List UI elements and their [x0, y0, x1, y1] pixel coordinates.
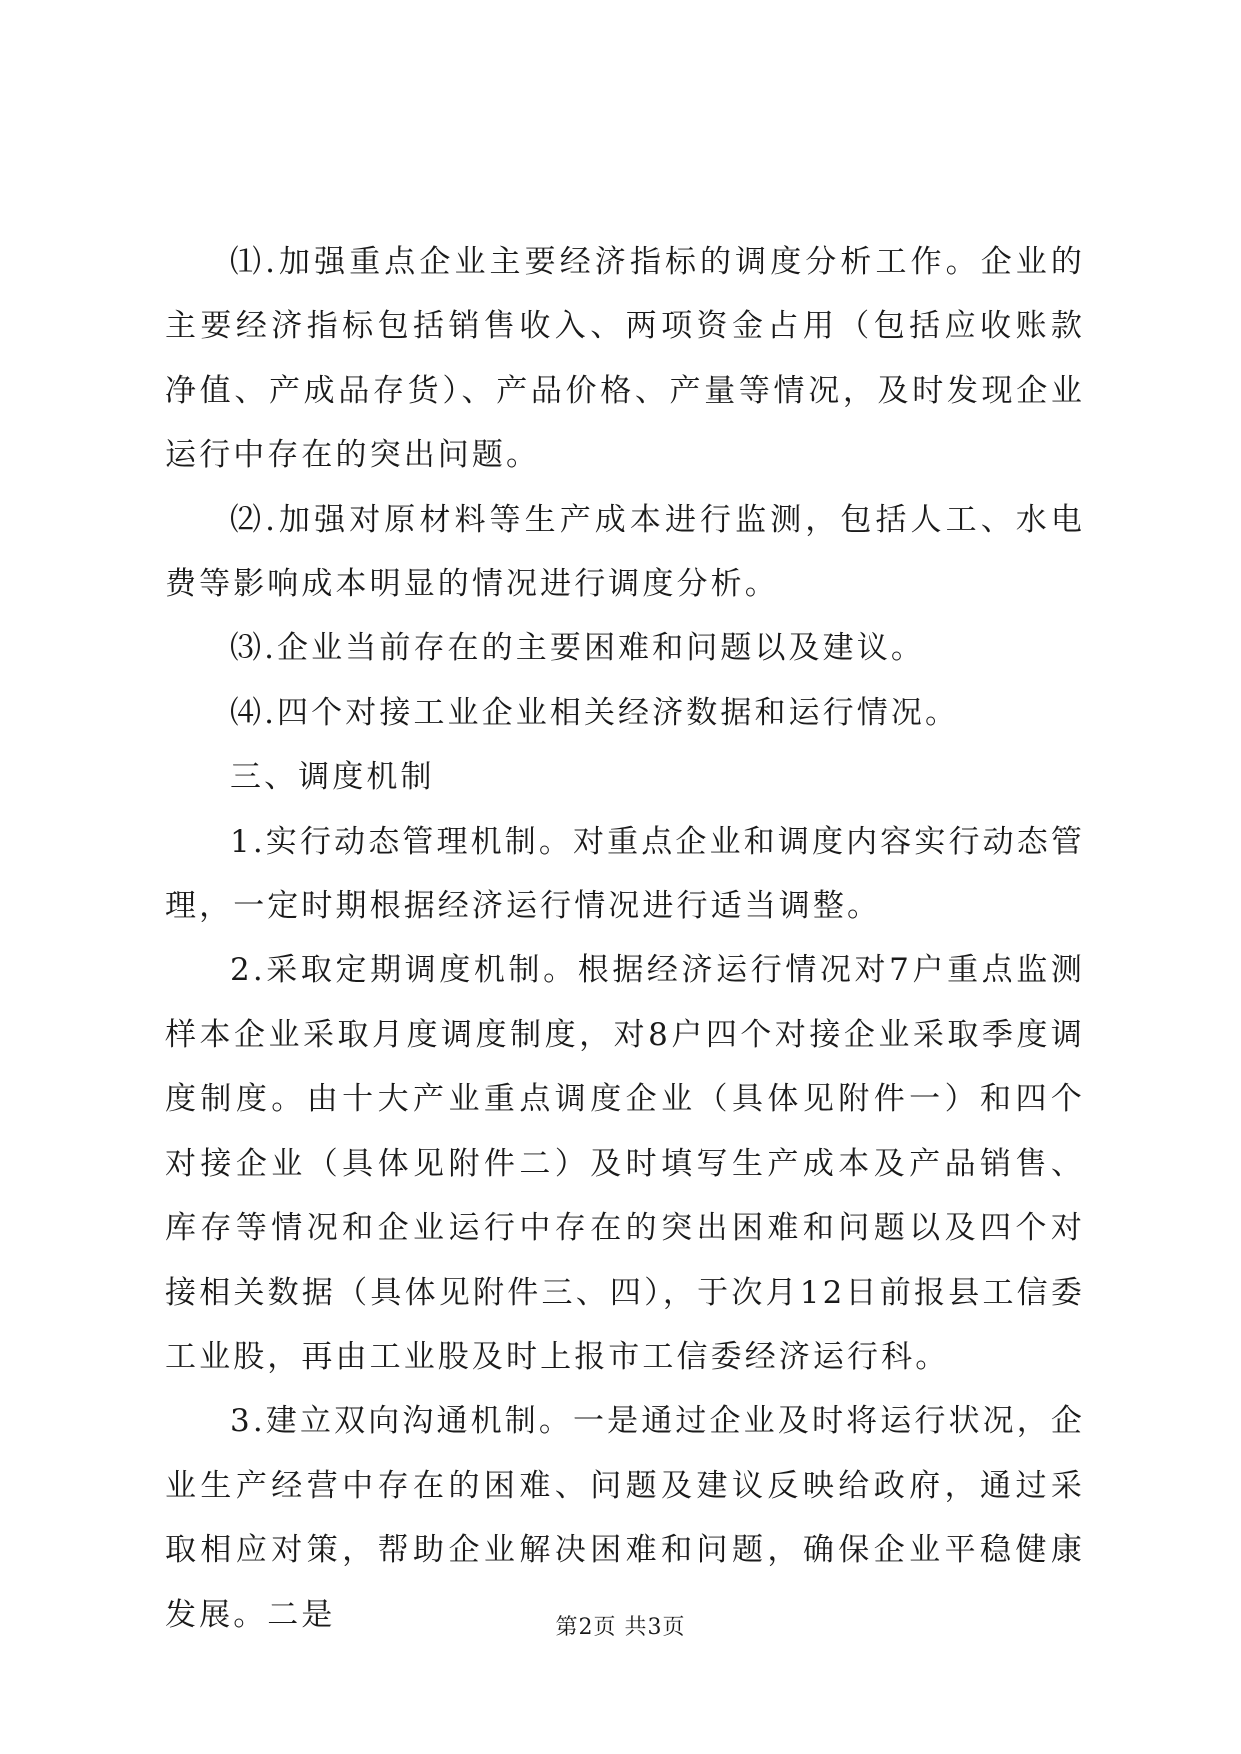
- paragraph-3: ⑶.企业当前存在的主要困难和问题以及建议。: [230, 630, 925, 667]
- paragraph-5: 1.实行动态管理机制。对重点企业和调度内容实行动态管理，一定时期根据经济运行情况进行适当调整。: [165, 823, 1085, 925]
- document-body: [165, 230, 1085, 1647]
- paragraph-1: ⑴.加强重点企业主要经济指标的调度分析工作。企业的主要经济指标包括销售收入、两项资金占用（包括应收账款净值、产成品存货）、产品价格、产量等情况，及时发现企业运行中存在的突出问题。: [165, 244, 1085, 474]
- page-footer: 第2页 共3页: [555, 1615, 686, 1640]
- section-heading: 三、调度机制: [230, 759, 435, 796]
- paragraph-4: ⑷.四个对接工业企业相关经济数据和运行情况。: [230, 694, 960, 731]
- paragraph-7: 3.建立双向沟通机制。一是通过企业及时将运行状况，企业生产经营中存在的困难、问题及建议反映给政府，通过采取相应对策，帮助企业解决困难和问题，确保企业平稳健康发展。二是: [165, 1403, 1085, 1633]
- paragraph-6: 2.采取定期调度机制。根据经济运行情况对7户重点监测样本企业采取月度调度制度，对8户四个对接企业采取季度调度制度。由十大产业重点调度企业（具体见附件一）和四个对接企业（具体见附件二）及时填写生产成本及产品销售、库存等情况和企业运行中存在的突出困难和问题以及四个对接相关数据（具体见附件三、四），于次月12日前报县工信委工业股，再由工业股及时上报市工信委经济运行科。: [165, 952, 1085, 1375]
- paragraph-2: ⑵.加强对原材料等生产成本进行监测，包括人工、水电费等影响成本明显的情况进行调度分析。: [165, 501, 1085, 603]
